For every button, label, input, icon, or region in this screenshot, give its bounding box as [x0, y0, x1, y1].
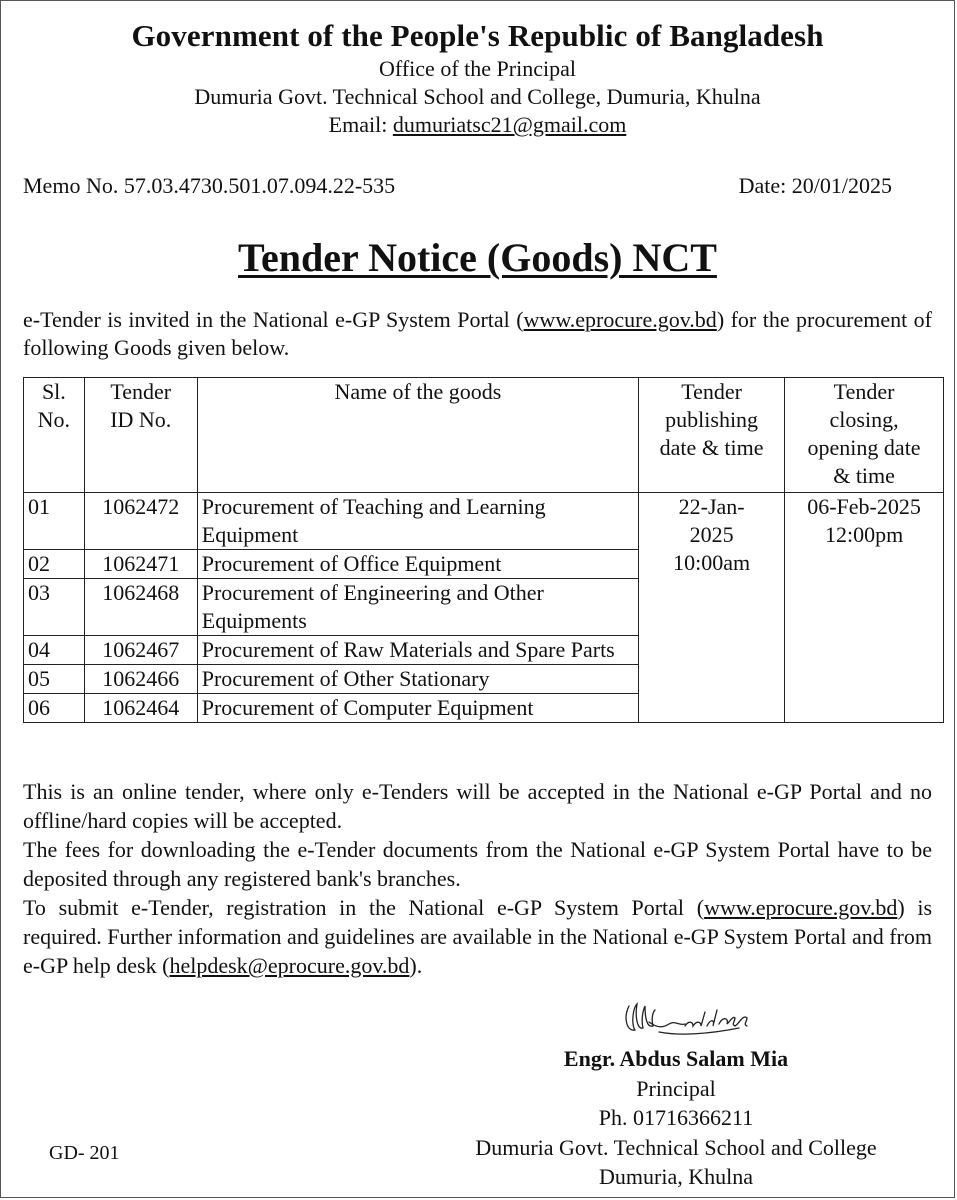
registration-text-mid: ) is required. Further information and guidelines are available in the National e-GP System Portal and from e-GP help desk ( — [23, 895, 933, 978]
email-link[interactable]: dumuriatsc21@gmail.com — [392, 112, 627, 137]
table-header-row — [24, 378, 944, 493]
institution-line: Dumuria Govt. Technical School and College, Dumuria, Khulna — [194, 84, 761, 109]
email-label: Email: — [328, 112, 393, 137]
row-sl: 06 — [24, 694, 85, 723]
handwritten-signature — [619, 996, 764, 1040]
row-sl: 02 — [24, 550, 85, 579]
email-line — [1, 111, 954, 139]
signatory-block — [421, 1044, 931, 1192]
row-tender-id: 1062468 — [84, 579, 197, 636]
row-tender-id: 1062471 — [84, 550, 197, 579]
intro-text-end: ) for the procurement of following Goods given below. — [23, 307, 932, 360]
row-goods-name: Procurement of Office Equipment — [197, 550, 638, 579]
row-sl: 04 — [24, 636, 85, 665]
registration-text: To submit e-Tender, registration in the National e-GP System Portal ( — [23, 895, 705, 920]
notice-title — [1, 233, 954, 283]
publishing-time: 10:00am — [673, 550, 751, 575]
signatory-institution: Dumuria Govt. Technical School and College — [475, 1134, 877, 1160]
row-tender-id: 1062467 — [84, 636, 197, 665]
footer-code: GD- 201 — [49, 1142, 120, 1164]
memo-date: Date: 20/01/2025 — [738, 173, 892, 198]
notice-title-text: Tender Notice (Goods) NCT — [238, 235, 717, 280]
closing-time: 12:00pm — [824, 522, 904, 547]
row-sl: 03 — [24, 579, 85, 636]
tender-table — [23, 377, 944, 723]
fees-paragraph: The fees for downloading the e-Tender documents from the National e-GP System Portal have to be deposited through any registered bank's branches. — [23, 837, 932, 891]
online-tender-paragraph: This is an online tender, where only e-Tenders will be accepted in the National e-GP Portal and no offline/hard copies will be accepted. — [23, 779, 932, 833]
closing-date: 06-Feb-2025 — [807, 494, 921, 519]
signatory-location: Dumuria, Khulna — [599, 1164, 753, 1189]
eprocure-link-2[interactable]: www.eprocure.gov.bd — [704, 895, 898, 920]
header-tender-id: Tender ID No. — [84, 378, 197, 493]
intro-paragraph — [23, 306, 932, 362]
header-sl: Sl. No. — [24, 378, 85, 493]
signatory-title: Principal — [636, 1075, 716, 1101]
terms-text — [23, 777, 932, 980]
office-line: Office of the Principal — [379, 56, 576, 81]
row-sl: 05 — [24, 665, 85, 694]
row-tender-id: 1062472 — [84, 493, 197, 550]
row-goods-name: Procurement of Teaching and Learning Equipment — [197, 493, 638, 550]
memo-row — [23, 173, 892, 199]
closing-date-cell — [785, 493, 944, 723]
memo-number: Memo No. 57.03.4730.501.07.094.22-535 — [23, 173, 396, 198]
letterhead — [1, 1, 954, 139]
registration-paragraph — [23, 893, 932, 980]
row-goods-name: Procurement of Computer Equipment — [197, 694, 638, 723]
row-tender-id: 1062466 — [84, 665, 197, 694]
publishing-year: 2025 — [689, 522, 734, 547]
row-goods-name: Procurement of Engineering and Other Equipments — [197, 579, 638, 636]
header-goods-name: Name of the goods — [197, 378, 638, 493]
table-row — [24, 493, 944, 550]
row-goods-name: Procurement of Other Stationary — [197, 665, 638, 694]
eprocure-link[interactable]: www.eprocure.gov.bd — [523, 307, 717, 332]
row-goods-name: Procurement of Raw Materials and Spare Parts — [197, 636, 638, 665]
header-publishing: Tender publishing date & time — [639, 378, 785, 493]
government-title: Government of the People's Republic of Bangladesh — [131, 18, 824, 53]
registration-text-end: ). — [409, 953, 423, 978]
row-sl: 01 — [24, 493, 85, 550]
helpdesk-email-link[interactable]: helpdesk@eprocure.gov.bd — [169, 953, 410, 978]
intro-text: e-Tender is invited in the National e-GP System Portal ( — [23, 307, 524, 332]
row-tender-id: 1062464 — [84, 694, 197, 723]
publishing-date-cell — [639, 493, 785, 723]
header-closing: Tender closing, opening date & time — [785, 378, 944, 493]
signatory-phone: Ph. 01716366211 — [598, 1105, 754, 1130]
signatory-name: Engr. Abdus Salam Mia — [563, 1046, 789, 1071]
publishing-date: 22-Jan- — [678, 494, 745, 519]
